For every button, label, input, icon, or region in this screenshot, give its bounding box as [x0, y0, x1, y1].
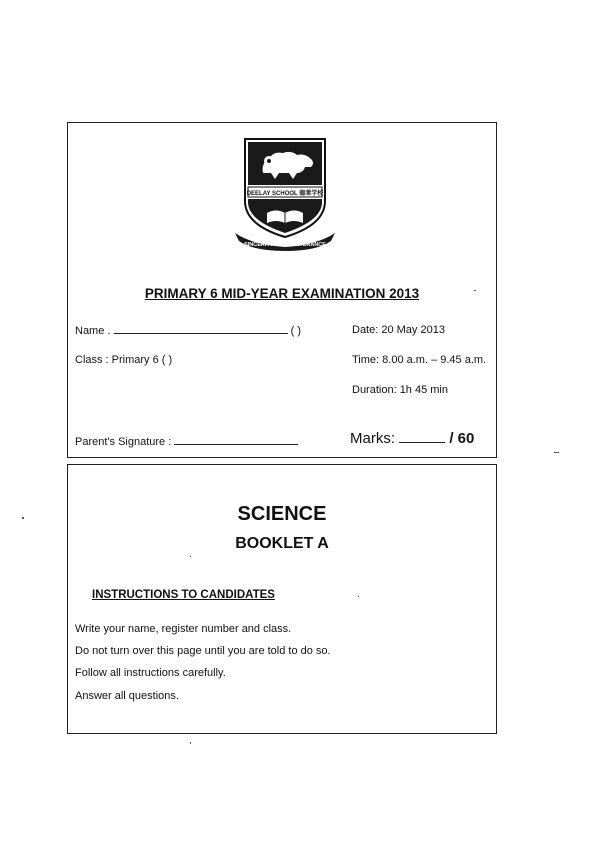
parent-signature-label: Parent's Signature : — [75, 436, 172, 448]
name-label: Name . — [75, 325, 111, 337]
scan-speck — [554, 452, 559, 453]
instructions-heading: INSTRUCTIONS TO CANDIDATES — [92, 589, 275, 601]
instruction-item: Follow all instructions carefully. — [75, 667, 226, 679]
subject-title: SCIENCE — [237, 503, 327, 525]
booklet-title: BOOKLET A — [235, 535, 329, 552]
scan-speck — [474, 290, 476, 291]
scan-speck — [190, 556, 191, 557]
scan-speck — [358, 596, 359, 597]
school-crest-logo — [233, 133, 337, 251]
exam-time: Time: 8.00 a.m. – 9.45 a.m. — [352, 354, 487, 366]
parent-signature-field[interactable] — [75, 435, 298, 448]
name-field[interactable] — [75, 324, 301, 337]
name-line[interactable] — [114, 324, 288, 334]
marks-field — [350, 430, 474, 447]
marks-total: / 60 — [449, 430, 475, 447]
class-field: Class : Primary 6 ( ) — [75, 354, 173, 366]
exam-title: PRIMARY 6 MID-YEAR EXAMINATION 2013 — [144, 286, 420, 301]
register-number-parens: ( ) — [290, 325, 301, 337]
exam-header-box — [67, 122, 497, 458]
crest-motto: SINCERITY & PERSEVERANCE — [244, 242, 326, 248]
instruction-item: Answer all questions. — [75, 690, 179, 702]
crest-school-name: DEELAY SCHOOL 德莱学校 — [246, 191, 324, 197]
exam-duration: Duration: 1h 45 min — [352, 384, 448, 396]
scan-speck — [190, 742, 191, 744]
instruction-item: Write your name, register number and class. — [75, 623, 292, 635]
exam-date: Date: 20 May 2013 — [352, 324, 445, 336]
booklet-box — [67, 464, 497, 734]
signature-line[interactable] — [174, 435, 298, 445]
marks-label: Marks: — [350, 430, 395, 447]
instruction-item: Do not turn over this page until you are told to do so. — [75, 645, 331, 657]
marks-line[interactable] — [399, 431, 445, 443]
scan-speck — [22, 517, 24, 519]
